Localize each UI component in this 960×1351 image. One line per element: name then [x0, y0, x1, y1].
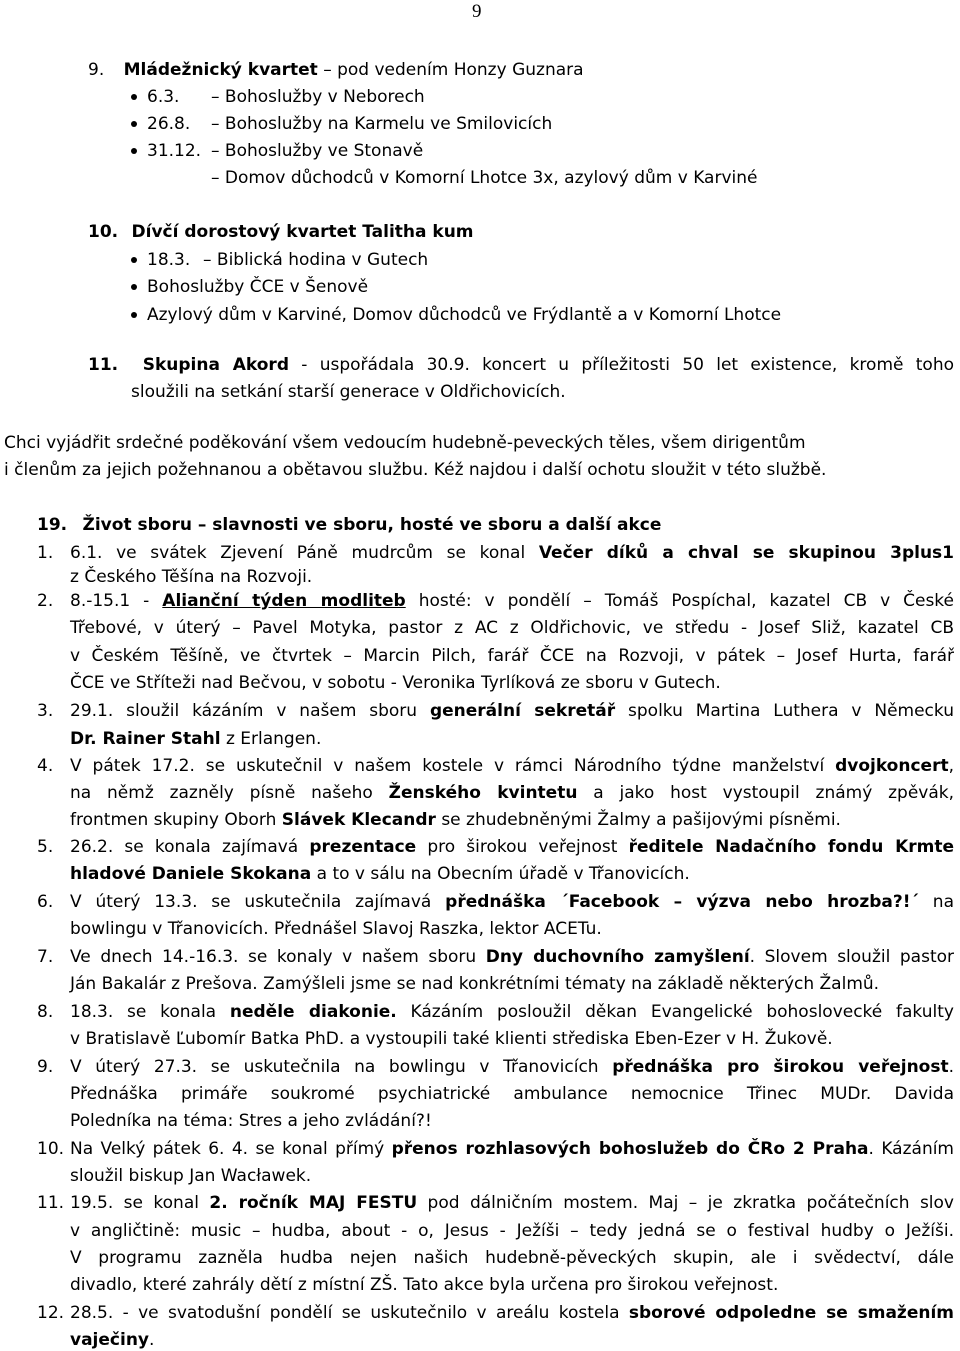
list-item: 6.1. ve svátek Zjevení Páně mudrcům se konal Večer díků a chval se skupinou 3plus1 [70, 543, 954, 563]
list-item-line: v angličtině: music – hudba, about - o, Jesus - Ježíši – tedy jedná se o festival hudby o Ježíši. [70, 1221, 954, 1241]
list-item-line: Poledníka na téma: Stres a jeho zvládání?! [70, 1111, 432, 1131]
list-number: 3. [37, 701, 54, 721]
list-item-line: Ján Bakalár z Prešova. Zamýšleli jsme se nad konkrétními tématy na základě některých Žalmů. [70, 974, 880, 994]
list-item-line: bowlingu v Třanovicích. Přednášel Slavoj Raszka, lektor ACETu. [70, 919, 602, 939]
section-11-heading [88, 354, 954, 376]
list-item-line: divadlo, které zahrály dětí z místní ZŠ. Tato akce byla určena pro širokou veřejnost. [70, 1275, 779, 1295]
list-number: 8. [37, 1002, 54, 1022]
thanks-paragraph-line: Chci vyjádřit srdečné poděkování všem vedoucím hudebně-peveckých těles, všem dirigentům [4, 433, 806, 453]
list-number: 5. [37, 837, 54, 857]
bullet-icon [131, 312, 137, 318]
list-number: 4. [37, 756, 54, 776]
section-number: 10. [88, 222, 119, 242]
list-item-line: v Bratislavě Ľubomír Batka PhD. a vystoupili také klienti střediska Eben-Ezer v H. Žukově. [70, 1029, 833, 1049]
bullet-icon [131, 284, 137, 290]
section-text: - uspořádala 30.9. koncert u příležitosti 50 let existence, kromě toho [289, 355, 954, 375]
bullet-icon [131, 94, 137, 100]
item-text: – Biblická hodina v Gutech [203, 250, 429, 270]
item-date: 26.8. [147, 114, 191, 134]
list-item [131, 86, 425, 108]
list-number: 7. [37, 947, 54, 967]
item-text: – Bohoslužby na Karmelu ve Smilovicích [211, 114, 553, 134]
list-number: 11. [37, 1193, 65, 1213]
list-item-line: vaječiny. [70, 1330, 155, 1350]
list-item-line: v Českém Těšíně, ve čtvrtek – Marcin Pilch, farář ČCE na Rozvoji, v pátek – Josef Hurta, farář [70, 646, 954, 666]
item-date: 6.3. [147, 87, 180, 107]
list-item: 26.2. se konala zajímavá prezentace pro širokou veřejnost ředitele Nadačního fondu Krmte [70, 837, 954, 857]
section-subtitle: – pod vedením Honzy Guznara [317, 60, 584, 80]
section-title: Život sboru – slavnosti ve sboru, hosté ve sboru a další akce [82, 515, 662, 535]
section-19-heading [37, 514, 661, 536]
item-text: Azylový dům v Karviné, Domov důchodců ve Frýdlantě a v Komorní Lhotce [147, 305, 782, 325]
list-item-line: Třebové, v úterý – Pavel Motyka, pastor z AC z Oldřichovic, ve středu - Josef Sliž, kazatel CB [70, 618, 954, 638]
list-item-line: hladové Daniele Skokana a to v sálu na Obecním úřadě v Třanovicích. [70, 864, 690, 884]
list-item-line: na němž zazněly písně našeho Ženského kvintetu a jako host vystoupil známý zpěvák, [70, 783, 955, 803]
item-text: – Bohoslužby ve Stonavě [211, 141, 424, 161]
item-date: 31.12. [147, 141, 202, 161]
bullet-icon [131, 121, 137, 127]
list-item: 18.3. se konala neděle diakonie. Kázáním posloužil děkan Evangelické bohoslovecké fakulty [70, 1002, 954, 1022]
section-number: 9. [88, 60, 105, 80]
list-item-line: sloužil biskup Jan Wacławek. [70, 1166, 312, 1186]
item-text: Bohoslužby ČCE v Šenově [147, 277, 369, 297]
list-number: 10. [37, 1139, 65, 1159]
bullet-icon [131, 148, 137, 154]
thanks-paragraph-line: i členům za jejich požehnanou a obětavou službu. Kéž najdou i další ochotu sloužit v této službě. [4, 460, 827, 480]
list-item-line: ČCE ve Stříteži nad Bečvou, v sobotu - Veronika Tyrlíková ze sboru v Gutech. [70, 673, 721, 693]
item-text: – Bohoslužby v Neborech [211, 87, 425, 107]
list-item-line: V programu zazněla hudba nejen našich hudebně-pěveckých skupin, ale i svědectví, dále [70, 1248, 954, 1268]
list-item-line: frontmen skupiny Oborh Slávek Klecandr se zhudebněnými Žalmy a pašijovými písněmi. [70, 810, 841, 830]
list-item-continuation: – Domov důchodců v Komorní Lhotce 3x, azylový dům v Karviné [211, 168, 758, 188]
list-number: 6. [37, 892, 54, 912]
list-item: V úterý 13.3. se uskutečnila zajímavá přednáška ´Facebook – výzva nebo hrozba?!´ na [70, 892, 954, 912]
list-number: 12. [37, 1303, 65, 1323]
section-9-heading [88, 59, 584, 81]
list-item: 19.5. se konal 2. ročník MAJ FESTU pod dálničním mostem. Maj – je zkratka počátečních slov [70, 1193, 954, 1213]
list-number: 2. [37, 591, 54, 611]
list-item-line: Přednáška primáře soukromé psychiatrické ambulance nemocnice Třinec MUDr. Davida [70, 1084, 954, 1104]
list-item: Na Velký pátek 6. 4. se konal přímý přenos rozhlasových bohoslužeb do ČRo 2 Praha. Kázáním [70, 1139, 954, 1159]
section-number: 11. [88, 355, 119, 375]
list-item [131, 304, 781, 326]
list-number: 9. [37, 1057, 54, 1077]
section-title: Dívčí dorostový kvartet Talitha kum [131, 222, 474, 242]
list-item: Ve dnech 14.-16.3. se konaly v našem sboru Dny duchovního zamyšlení. Slovem sloužil pastor [70, 947, 955, 967]
list-number: 1. [37, 543, 54, 563]
list-item-line: z Českého Těšína na Rozvoji. [70, 567, 313, 587]
list-item-line: Dr. Rainer Stahl z Erlangen. [70, 729, 322, 749]
list-item [131, 276, 368, 298]
section-number: 19. [37, 515, 68, 535]
section-title: Skupina Akord [142, 355, 289, 375]
list-item: V úterý 27.3. se uskutečnila na bowlingu v Třanovicích přednáška pro širokou veřejnost. [70, 1057, 955, 1077]
section-10-heading [88, 221, 474, 243]
list-item: 28.5. - ve svatodušní pondělí se uskutečnilo v areálu kostela sborové odpoledne se smažením [70, 1303, 954, 1323]
list-item [131, 140, 423, 162]
list-item: V pátek 17.2. se uskutečnil v našem kostele v rámci Národního týdne manželství dvojkoncert, [70, 756, 954, 776]
bullet-icon [131, 257, 137, 263]
page-number: 9 [472, 1, 482, 22]
section-text: sloužili na setkání starší generace v Oldřichovicích. [131, 382, 566, 402]
section-title: Mládežnický kvartet [123, 60, 318, 80]
list-item [131, 249, 428, 271]
list-item: 8.-15.1 - Alianční týden modliteb hosté: v pondělí – Tomáš Pospíchal, kazatel CB v České [70, 591, 954, 611]
item-date: 18.3. [147, 250, 191, 270]
list-item: 29.1. sloužil kázáním v našem sboru generální sekretář spolku Martina Luthera v Německu [70, 701, 954, 721]
list-item [131, 113, 552, 135]
